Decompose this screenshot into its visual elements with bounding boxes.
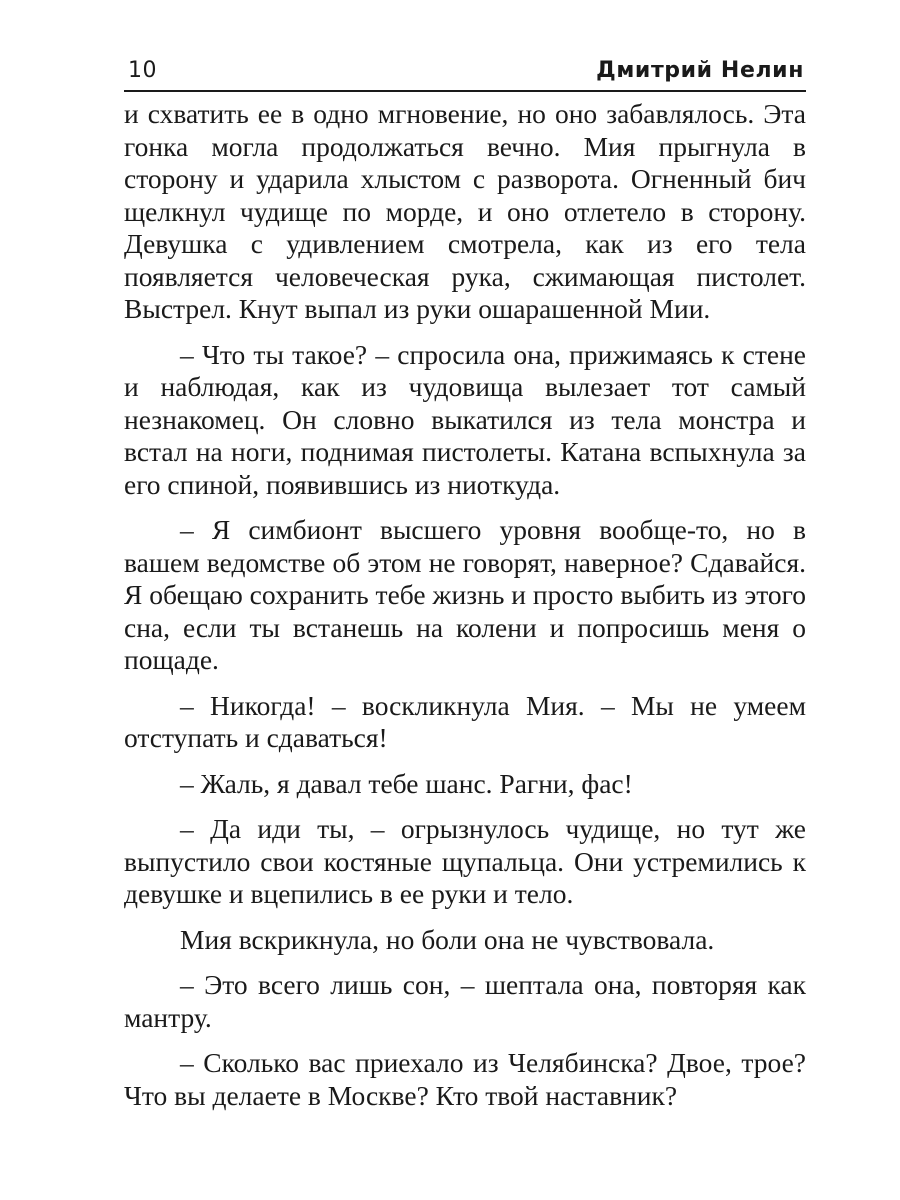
page-number: 10 (128, 58, 157, 83)
paragraph: – Я симбионт высшего уровня вообще-то, но в вашем ведомстве об этом не говорят, наверное? Сдавайся. Я обещаю сохранить тебе жизнь и просто выбить из этого сна, если ты встанешь на колени и попросишь меня о пощаде. (124, 514, 806, 675)
page-header (124, 54, 806, 92)
body-text (124, 98, 806, 1125)
paragraph: – Что ты такое? – спросила она, прижимаясь к стене и наблюдая, как из чудовища вылезает тот самый незнакомец. Он словно выкатился из тела монстра и встал на ноги, поднимая пистолеты. Катана вспыхнула за его спиной, появившись из ниоткуда. (124, 338, 806, 500)
paragraph: – Да иди ты, – огрызнулось чудище, но тут же выпустило свои костяные щупальца. Они устремились к девушке и вцепились в ее руки и тело. (124, 813, 806, 909)
paragraph: – Жаль, я давал тебе шанс. Рагни, фас! (180, 767, 633, 799)
paragraph: – Сколько вас приехало из Челябинска? Двое, трое? Что вы делаете в Москве? Кто твой наставник? (124, 1047, 806, 1111)
paragraph: – Никогда! – воскликнула Мия. – Мы не умеем отступать и сдаваться! (124, 689, 806, 753)
paragraph: Мия вскрикнула, но боли она не чувствовала. (180, 923, 715, 955)
paragraph: – Это всего лишь сон, – шептала она, повторяя как мантру. (124, 969, 806, 1033)
running-head-author: Дмитрий Нелин (596, 58, 804, 83)
paragraph: и схватить ее в одно мгновение, но оно забавлялось. Эта гонка могла продолжаться вечно. Мия прыгнула в сторону и ударила хлыстом с разворота. Огненный бич щелкнул чудище по морде, и оно отлетело в сторону. Девушка с удивлением смотрела, как из его тела появляется человеческая рука, сжимающая пистолет. Выстрел. Кнут выпал из руки ошарашенной Мии. (124, 98, 806, 324)
